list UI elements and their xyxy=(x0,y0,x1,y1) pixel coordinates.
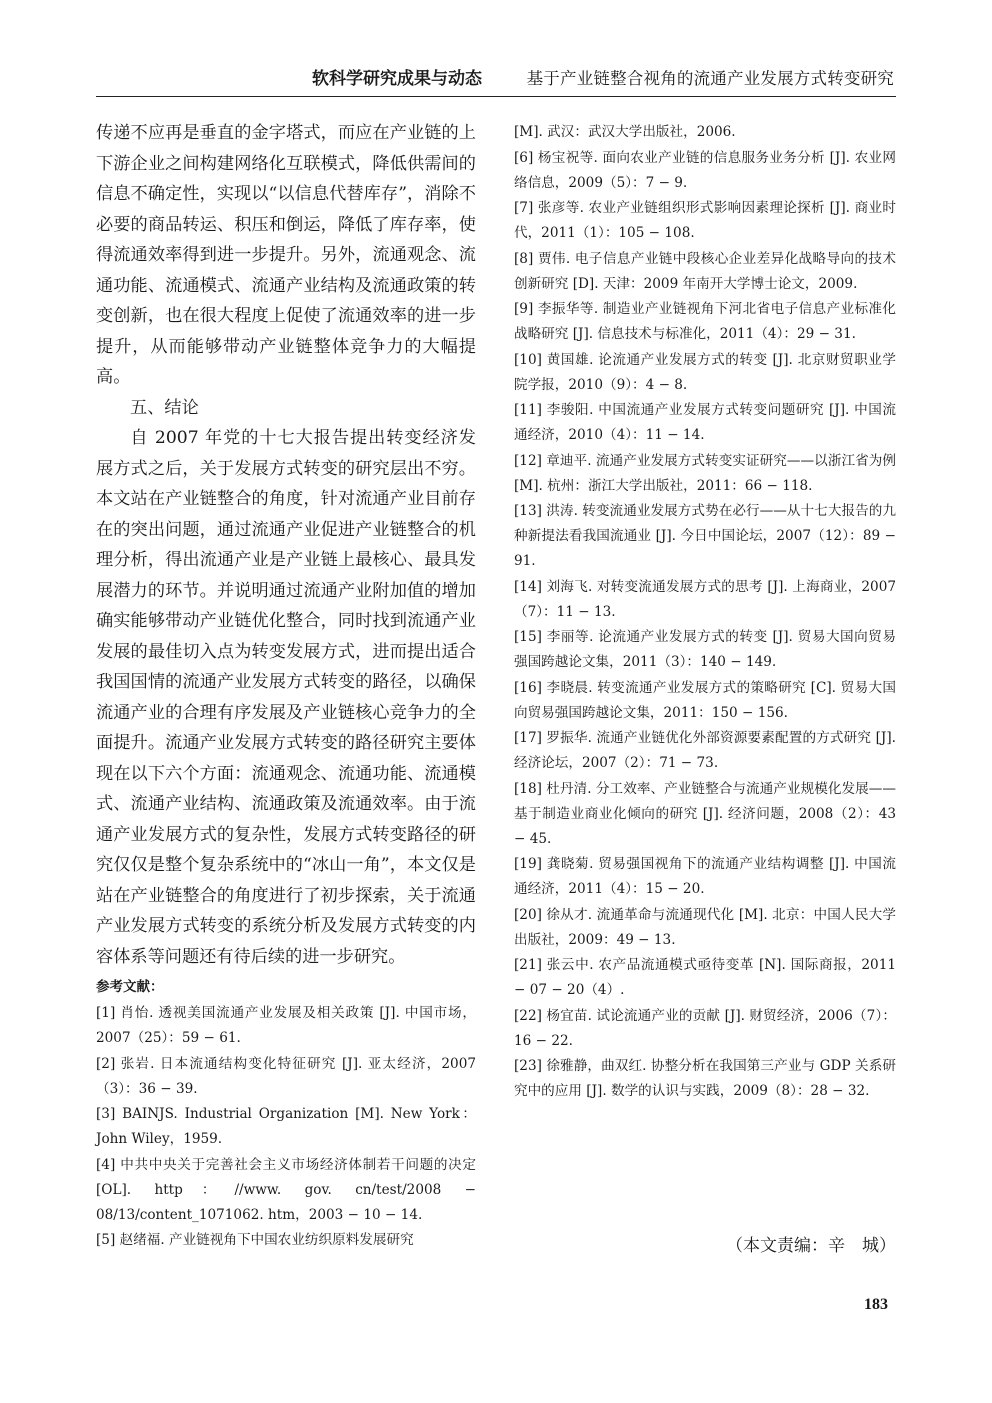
reference-item: [11] 李骏阳. 中国流通产业发展方式转变问题研究 [J]. 中国流通经济，2010（4）：11 − 14. xyxy=(514,402,896,443)
reference-item: [17] 罗振华. 流通产业链优化外部资源要素配置的方式研究 [J]. 经济论坛，2007（2）：71 − 73. xyxy=(514,730,896,771)
article-title: 基于产业链整合视角的流通产业发展方式转变研究 xyxy=(526,69,894,88)
body-paragraph: 传递不应再是垂直的金字塔式，而应在产业链的上下游企业之间构建网络化互联模式，降低供需间的信息不确定性，实现以“以信息代替库存”，消除不必要的商品转运、积压和倒运，降低了库存率，使得流通效率得到进一步提升。另外，流通观念、流通功能、流通模式、流通产业结构及流通政策的转变创新，也在很大程度上促使了流通效率的进一步提升，从而能够带动产业链整体竞争力的大幅提高。 xyxy=(96,123,476,387)
reference-item: [18] 杜丹清. 分工效率、产业链整合与流通产业规模化发展——基于制造业商业化倾向的研究 [J]. 经济问题，2008（2）：43 − 45. xyxy=(514,780,896,847)
journal-section: 软科学研究成果与动态 xyxy=(312,69,482,89)
page-number: 183 xyxy=(864,1296,888,1313)
right-column xyxy=(514,120,896,1105)
reference-item: [22] 杨宜苗. 试论流通产业的贡献 [J]. 财贸经济，2006（7）：16 − 22. xyxy=(514,1007,896,1049)
reference-item: [23] 徐雅静，曲双红. 协整分析在我国第三产业与 GDP 关系研究中的应用 [J]. 数学的认识与实践，2009（8）：28 − 32. xyxy=(514,1058,896,1099)
reference-item: [15] 李丽等. 论流通产业发展方式的转变 [J]. 贸易大国向贸易强国跨越论文集，2011（3）：140 − 149. xyxy=(514,629,896,670)
running-header xyxy=(96,66,896,97)
reference-item: [21] 张云中. 农产品流通模式亟待变革 [N]. 国际商报，2011 − 07 − 20（4）. xyxy=(514,957,896,998)
reference-item: [2] 张岩. 日本流通结构变化特征研究 [J]. 亚太经济，2007（3）：36 − 39. xyxy=(96,1055,476,1097)
reference-item: [4] 中共中央关于完善社会主义市场经济体制若干问题的决定 [OL]. http：//www. gov. cn/test/2008 − 08/13/content_1071062. htm，2003 − 10 − 14. xyxy=(96,1156,476,1223)
reference-item: [14] 刘海飞. 对转变流通发展方式的思考 [J]. 上海商业，2007（7）：11 − 13. xyxy=(514,578,896,620)
reference-item: [20] 徐从才. 流通革命与流通现代化 [M]. 北京：中国人民大学出版社，2009：49 − 13. xyxy=(514,906,896,948)
reference-item: [16] 李晓晨. 转变流通产业发展方式的策略研究 [C]. 贸易大国向贸易强国跨越论文集，2011：150 − 156. xyxy=(514,679,896,721)
section-heading: 五、结论 xyxy=(130,397,199,418)
reference-item: [9] 李振华等. 制造业产业链视角下河北省电子信息产业标准化战略研究 [J]. 信息技术与标准化，2011（4）：29 − 31. xyxy=(514,301,896,342)
reference-item: [1] 肖怡. 透视美国流通产业发展及相关政策 [J]. 中国市场，2007（25）：59 − 61. xyxy=(96,1005,476,1046)
body-paragraph: 自 2007 年党的十七大报告提出转变经济发展方式之后，关于发展方式转变的研究层出不穷。本文站在产业链整合的角度，针对流通产业目前存在的突出问题，通过流通产业促进产业链整合的机理分析，得出流通产业是产业链上最核心、最具发展潜力的环节。并说明通过流通产业附加值的增加确实能够带动产业链优化整合，同时找到流通产业发展的最佳切入点为转变发展方式，进而提出适合我国国情的流通产业发展方式转变的路径，以确保流通产业的合理有序发展及产业链核心竞争力的全面提升。流通产业发展方式转变的路径研究主要体现在以下六个方面：流通观念、流通功能、流通模式、流通产业结构、流通政策及流通效率。由于流通产业发展方式的复杂性，发展方式转变路径的研究仅仅是整个复杂系统中的“冰山一角”，本文仅是站在产业链整合的角度进行了初步探索，关于流通产业发展方式转变的系统分析及发展方式转变的内容体系等问题还有待后续的进一步研究。 xyxy=(96,428,476,967)
reference-item: [8] 贾伟. 电子信息产业链中段核心企业差异化战略导向的技术创新研究 [D]. 天津：2009 年南开大学博士论文，2009. xyxy=(514,250,896,292)
editor-note: （本文责编：辛 城） xyxy=(726,1236,896,1256)
reference-list-left xyxy=(96,1001,476,1253)
reference-item: [10] 黄国雄. 论流通产业发展方式的转变 [J]. 北京财贸职业学院学报，2010（9）：4 − 8. xyxy=(514,351,896,393)
reference-item: [12] 章迪平. 流通产业发展方式转变实证研究——以浙江省为例 [M]. 杭州：浙江大学出版社，2011：66 − 118. xyxy=(514,452,896,494)
reference-item: [13] 洪涛. 转变流通业发展方式势在必行——从十七大报告的九种新提法看我国流通业 [J]. 今日中国论坛，2007（12）：89 − 91. xyxy=(514,503,896,569)
reference-item: [3] BAINJS. Industrial Organization [M]. New York：John Wiley，1959. xyxy=(96,1106,476,1147)
reference-item: [M]. 武汉：武汉大学出版社，2006. xyxy=(514,124,736,140)
left-column xyxy=(96,118,476,1254)
reference-item: [7] 张彦等. 农业产业链组织形式影响因素理论探析 [J]. 商业时代，2011（1）：105 − 108. xyxy=(514,200,896,241)
references-title: 参考文献： xyxy=(96,979,164,995)
reference-item: [5] 赵绪福. 产业链视角下中国农业纺织原料发展研究 xyxy=(96,1232,414,1248)
reference-item: [6] 杨宝祝等. 面向农业产业链的信息服务业务分析 [J]. 农业网络信息，2009（5）：7 − 9. xyxy=(514,149,896,191)
reference-item: [19] 龚晓菊. 贸易强国视角下的流通产业结构调整 [J]. 中国流通经济，2011（4）：15 − 20. xyxy=(514,856,896,897)
reference-list-right xyxy=(514,120,896,1104)
